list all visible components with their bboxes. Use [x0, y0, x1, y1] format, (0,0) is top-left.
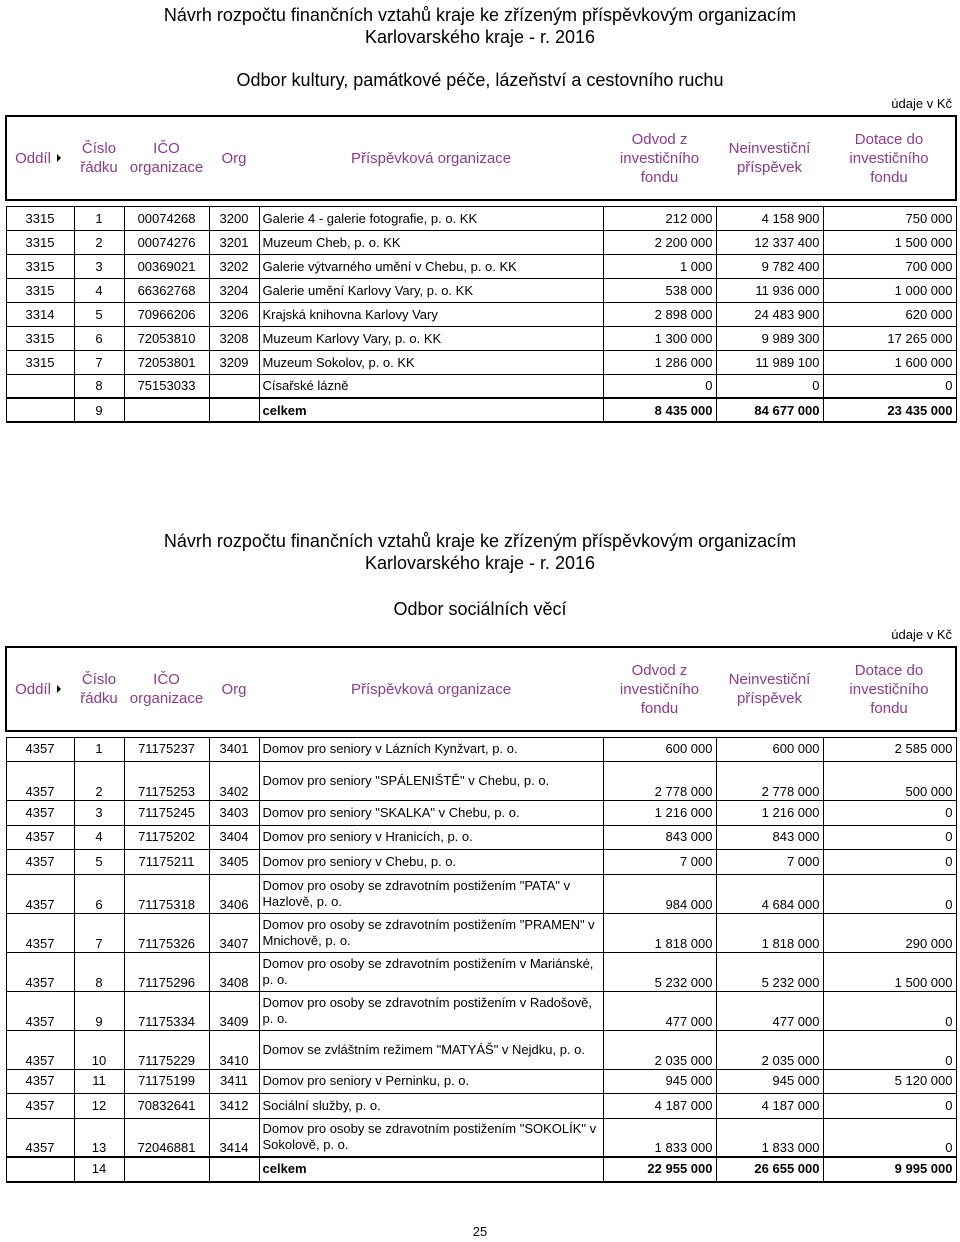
cell-org: 3206	[209, 302, 259, 326]
cell-oddil	[6, 374, 74, 398]
cell-org: 3404	[209, 825, 259, 850]
cell-org: 3414	[209, 1118, 259, 1157]
cell-organizace: Domov pro osoby se zdravotním postižením "PRAMEN" v Mnichově, p. o.	[259, 913, 603, 952]
cell-oddil: 4357	[6, 762, 74, 801]
cell-oddil: 4357	[6, 850, 74, 875]
section2-department: Odbor sociálních věcí	[393, 599, 567, 619]
header-cislo: Číslo řádku	[74, 647, 124, 731]
cell-ico: 71175253	[124, 762, 209, 801]
cell-org: 3402	[209, 762, 259, 801]
cell-ico: 72053801	[124, 350, 209, 374]
cell-neinvesticni: 12 337 400	[716, 230, 823, 254]
cell-odvod: 0	[603, 374, 716, 398]
cell-dotace: 1 600 000	[823, 350, 956, 374]
cell-organizace: Císařské lázně	[259, 374, 603, 398]
cell-cislo: 12	[74, 1094, 124, 1119]
total-dotace: 9 995 000	[823, 1157, 956, 1182]
header-ico: IČO organizace	[124, 116, 209, 200]
total-label: celkem	[259, 1157, 603, 1182]
cell-oddil: 4357	[6, 1069, 74, 1094]
header-dotace: Dotace do investičního fondu	[823, 647, 956, 731]
cell-ico: 71175318	[124, 874, 209, 913]
header-organizace: Příspěvková organizace	[259, 116, 603, 200]
cell-neinvesticni: 1 216 000	[716, 801, 823, 826]
cell-org: 3407	[209, 913, 259, 952]
cell-cislo: 5	[74, 850, 124, 875]
table-row	[6, 1030, 956, 1069]
cell-org: 3409	[209, 991, 259, 1030]
cell-ico: 75153033	[124, 374, 209, 398]
cell-odvod: 2 778 000	[603, 762, 716, 801]
table-row	[6, 278, 956, 302]
cell-oddil: 4357	[6, 1094, 74, 1119]
cell-odvod: 7 000	[603, 850, 716, 875]
cell-odvod: 212 000	[603, 206, 716, 230]
cell-odvod: 1 300 000	[603, 326, 716, 350]
cell-org	[209, 374, 259, 398]
cell-cislo: 14	[74, 1157, 124, 1182]
cell-oddil: 4357	[6, 913, 74, 952]
cell-odvod: 2 200 000	[603, 230, 716, 254]
cell-organizace: Muzeum Sokolov, p. o. KK	[259, 350, 603, 374]
cell-oddil: 3315	[6, 206, 74, 230]
cell-organizace: Krajská knihovna Karlovy Vary	[259, 302, 603, 326]
cell-oddil: 3315	[6, 254, 74, 278]
cell-neinvesticni: 4 684 000	[716, 874, 823, 913]
cell-ico: 71175199	[124, 1069, 209, 1094]
cell-oddil: 3315	[6, 230, 74, 254]
cell-odvod: 843 000	[603, 825, 716, 850]
cell-cislo: 13	[74, 1118, 124, 1157]
cell-ico: 70832641	[124, 1094, 209, 1119]
cell-odvod: 1 000	[603, 254, 716, 278]
cell-neinvesticni: 7 000	[716, 850, 823, 875]
header-odvod: Odvod z investičního fondu	[603, 116, 716, 200]
cell-ico: 71175229	[124, 1030, 209, 1069]
cell-organizace: Domov pro seniory v Hranicích, p. o.	[259, 825, 603, 850]
cell-oddil: 4357	[6, 801, 74, 826]
table-row	[6, 1069, 956, 1094]
table-row	[6, 1118, 956, 1157]
cell-org: 3202	[209, 254, 259, 278]
cell-neinvesticni: 945 000	[716, 1069, 823, 1094]
table-row	[6, 762, 956, 801]
cell-ico: 00369021	[124, 254, 209, 278]
cell-neinvesticni: 4 158 900	[716, 206, 823, 230]
section1-table	[5, 115, 957, 423]
cell-odvod: 600 000	[603, 737, 716, 762]
cell-odvod: 945 000	[603, 1069, 716, 1094]
total-row	[6, 1157, 956, 1182]
cell-oddil: 3314	[6, 302, 74, 326]
cell-ico: 72046881	[124, 1118, 209, 1157]
cell-ico: 70966206	[124, 302, 209, 326]
cell-dotace: 0	[823, 374, 956, 398]
cell-ico: 71175245	[124, 801, 209, 826]
table-row	[6, 874, 956, 913]
cell-organizace: Muzeum Cheb, p. o. KK	[259, 230, 603, 254]
cell-org: 3201	[209, 230, 259, 254]
total-odvod: 8 435 000	[603, 398, 716, 422]
table-row	[6, 952, 956, 991]
table-row	[6, 1094, 956, 1119]
cell-odvod: 5 232 000	[603, 952, 716, 991]
total-dotace: 23 435 000	[823, 398, 956, 422]
cell-org: 3209	[209, 350, 259, 374]
cell-cislo: 6	[74, 874, 124, 913]
table-row	[6, 206, 956, 230]
cell-organizace: Domov pro seniory v Perninku, p. o.	[259, 1069, 603, 1094]
header-organizace: Příspěvková organizace	[259, 647, 603, 731]
cell-odvod: 1 216 000	[603, 801, 716, 826]
cell-oddil: 4357	[6, 1030, 74, 1069]
cell-ico: 72053810	[124, 326, 209, 350]
cell-dotace: 750 000	[823, 206, 956, 230]
cell-org: 3208	[209, 326, 259, 350]
cell-dotace: 1 000 000	[823, 278, 956, 302]
cell-odvod: 4 187 000	[603, 1094, 716, 1119]
total-label: celkem	[259, 398, 603, 422]
cell-cislo: 10	[74, 1030, 124, 1069]
table-row	[6, 991, 956, 1030]
cell-cislo: 3	[74, 801, 124, 826]
cell-dotace: 0	[823, 874, 956, 913]
cell-neinvesticni: 24 483 900	[716, 302, 823, 326]
cell-oddil: 3315	[6, 326, 74, 350]
cell-dotace: 700 000	[823, 254, 956, 278]
section2-unit: údaje v Kč	[891, 627, 952, 642]
cell-organizace: Domov pro osoby se zdravotním postižením v Radošově, p. o.	[259, 991, 603, 1030]
cell-dotace: 0	[823, 850, 956, 875]
cell-cislo: 4	[74, 825, 124, 850]
cell-dotace: 0	[823, 991, 956, 1030]
table-row	[6, 801, 956, 826]
cell-organizace: Galerie výtvarného umění v Chebu, p. o. KK	[259, 254, 603, 278]
cell-neinvesticni: 2 035 000	[716, 1030, 823, 1069]
cell-cislo: 6	[74, 326, 124, 350]
cell-oddil: 4357	[6, 952, 74, 991]
cell-dotace: 0	[823, 1118, 956, 1157]
cell-neinvesticni: 1 818 000	[716, 913, 823, 952]
table-row	[6, 230, 956, 254]
cell-org: 3403	[209, 801, 259, 826]
cell-ico: 71175296	[124, 952, 209, 991]
header-neinvesticni: Neinvestiční příspěvek	[716, 116, 823, 200]
cell-oddil: 4357	[6, 737, 74, 762]
cell-oddil: 4357	[6, 825, 74, 850]
header-oddil[interactable]: Oddíl	[6, 647, 74, 731]
cell-cislo: 4	[74, 278, 124, 302]
cell-organizace: Domov pro seniory "SPÁLENIŠTĚ" v Chebu, p. o.	[259, 762, 603, 801]
cell-odvod: 538 000	[603, 278, 716, 302]
cell-neinvesticni: 11 989 100	[716, 350, 823, 374]
cell-oddil: 4357	[6, 874, 74, 913]
total-odvod: 22 955 000	[603, 1157, 716, 1182]
cell-cislo: 7	[74, 913, 124, 952]
cell-neinvesticni: 11 936 000	[716, 278, 823, 302]
header-ico: IČO organizace	[124, 647, 209, 731]
table-row	[6, 326, 956, 350]
cell-org: 3412	[209, 1094, 259, 1119]
page-number: 25	[472, 1224, 488, 1239]
cell-neinvesticni: 4 187 000	[716, 1094, 823, 1119]
cell-odvod: 477 000	[603, 991, 716, 1030]
header-oddil[interactable]: Oddíl	[6, 116, 74, 200]
cell-cislo: 11	[74, 1069, 124, 1094]
cell-neinvesticni: 0	[716, 374, 823, 398]
table-row	[6, 825, 956, 850]
section2-title-line1: Návrh rozpočtu finančních vztahů kraje ke zřízeným příspěvkovým organizacím	[163, 531, 797, 551]
cell-organizace: Domov se zvláštním režimem "MATYÁŠ" v Nejdku, p. o.	[259, 1030, 603, 1069]
cell-neinvesticni: 843 000	[716, 825, 823, 850]
cell-cislo: 9	[74, 991, 124, 1030]
cell-org: 3410	[209, 1030, 259, 1069]
cell-cislo: 1	[74, 206, 124, 230]
filter-dropdown-icon[interactable]	[57, 685, 66, 694]
cell-dotace: 0	[823, 825, 956, 850]
section1-unit: údaje v Kč	[891, 96, 952, 111]
cell-odvod: 1 818 000	[603, 913, 716, 952]
cell-ico: 71175211	[124, 850, 209, 875]
cell-organizace: Domov pro seniory v Lázních Kynžvart, p. o.	[259, 737, 603, 762]
header-neinvesticni: Neinvestiční příspěvek	[716, 647, 823, 731]
header-odvod: Odvod z investičního fondu	[603, 647, 716, 731]
cell-dotace: 500 000	[823, 762, 956, 801]
cell-ico: 71175202	[124, 825, 209, 850]
section1-title-line2: Karlovarského kraje - r. 2016	[364, 27, 596, 47]
cell-neinvesticni: 1 833 000	[716, 1118, 823, 1157]
table-row	[6, 913, 956, 952]
cell-oddil: 4357	[6, 991, 74, 1030]
cell-cislo: 8	[74, 374, 124, 398]
cell-cislo: 5	[74, 302, 124, 326]
cell-org: 3411	[209, 1069, 259, 1094]
cell-organizace: Domov pro osoby se zdravotním postižením v Mariánské, p. o.	[259, 952, 603, 991]
cell-neinvesticni: 477 000	[716, 991, 823, 1030]
cell-oddil: 3315	[6, 278, 74, 302]
cell-odvod: 2 035 000	[603, 1030, 716, 1069]
section2-table	[5, 646, 957, 1183]
cell-neinvesticni: 2 778 000	[716, 762, 823, 801]
cell-ico: 00074276	[124, 230, 209, 254]
section1-title-line1: Návrh rozpočtu finančních vztahů kraje ke zřízeným příspěvkovým organizacím	[163, 5, 797, 25]
cell-cislo: 2	[74, 230, 124, 254]
cell-ico: 71175237	[124, 737, 209, 762]
cell-odvod: 1 833 000	[603, 1118, 716, 1157]
table-row	[6, 302, 956, 326]
section1-title	[0, 4, 960, 48]
cell-odvod: 1 286 000	[603, 350, 716, 374]
cell-dotace: 17 265 000	[823, 326, 956, 350]
section2-title	[0, 530, 960, 574]
cell-cislo: 3	[74, 254, 124, 278]
cell-cislo: 1	[74, 737, 124, 762]
cell-org: 3408	[209, 952, 259, 991]
cell-organizace: Domov pro seniory v Chebu, p. o.	[259, 850, 603, 875]
cell-org: 3401	[209, 737, 259, 762]
section2-title-line2: Karlovarského kraje - r. 2016	[364, 553, 596, 573]
table-row	[6, 737, 956, 762]
cell-cislo: 2	[74, 762, 124, 801]
total-row	[6, 398, 956, 422]
cell-org: 3200	[209, 206, 259, 230]
cell-ico: 00074268	[124, 206, 209, 230]
cell-organizace: Domov pro osoby se zdravotním postižením "SOKOLÍK" v Sokolově, p. o.	[259, 1118, 603, 1157]
filter-dropdown-icon[interactable]	[57, 154, 66, 163]
total-neinvesticni: 26 655 000	[716, 1157, 823, 1182]
header-org: Org	[209, 647, 259, 731]
cell-org: 3406	[209, 874, 259, 913]
cell-organizace: Domov pro seniory "SKALKA" v Chebu, p. o.	[259, 801, 603, 826]
total-neinvesticni: 84 677 000	[716, 398, 823, 422]
cell-dotace: 0	[823, 1094, 956, 1119]
table-row	[6, 850, 956, 875]
cell-ico: 66362768	[124, 278, 209, 302]
cell-cislo: 9	[74, 398, 124, 422]
cell-neinvesticni: 5 232 000	[716, 952, 823, 991]
cell-organizace: Domov pro osoby se zdravotním postižením "PATA" v Hazlově, p. o.	[259, 874, 603, 913]
cell-dotace: 2 585 000	[823, 737, 956, 762]
header-cislo: Číslo řádku	[74, 116, 124, 200]
cell-cislo: 7	[74, 350, 124, 374]
cell-org: 3405	[209, 850, 259, 875]
cell-odvod: 984 000	[603, 874, 716, 913]
table-row	[6, 350, 956, 374]
cell-dotace: 1 500 000	[823, 230, 956, 254]
section1-department: Odbor kultury, památkové péče, lázeňství a cestovního ruchu	[236, 70, 724, 90]
cell-organizace: Galerie umění Karlovy Vary, p. o. KK	[259, 278, 603, 302]
cell-oddil: 3315	[6, 350, 74, 374]
cell-neinvesticni: 9 782 400	[716, 254, 823, 278]
cell-ico: 71175334	[124, 991, 209, 1030]
header-org: Org	[209, 116, 259, 200]
cell-dotace: 0	[823, 801, 956, 826]
cell-odvod: 2 898 000	[603, 302, 716, 326]
cell-dotace: 0	[823, 1030, 956, 1069]
cell-neinvesticni: 9 989 300	[716, 326, 823, 350]
header-dotace: Dotace do investičního fondu	[823, 116, 956, 200]
table-row	[6, 374, 956, 398]
table-row	[6, 254, 956, 278]
cell-dotace: 620 000	[823, 302, 956, 326]
cell-org: 3204	[209, 278, 259, 302]
cell-cislo: 8	[74, 952, 124, 991]
cell-dotace: 1 500 000	[823, 952, 956, 991]
cell-organizace: Muzeum Karlovy Vary, p. o. KK	[259, 326, 603, 350]
cell-organizace: Galerie 4 - galerie fotografie, p. o. KK	[259, 206, 603, 230]
cell-ico: 71175326	[124, 913, 209, 952]
cell-neinvesticni: 600 000	[716, 737, 823, 762]
cell-dotace: 5 120 000	[823, 1069, 956, 1094]
cell-dotace: 290 000	[823, 913, 956, 952]
cell-organizace: Sociální služby, p. o.	[259, 1094, 603, 1119]
cell-oddil: 4357	[6, 1118, 74, 1157]
